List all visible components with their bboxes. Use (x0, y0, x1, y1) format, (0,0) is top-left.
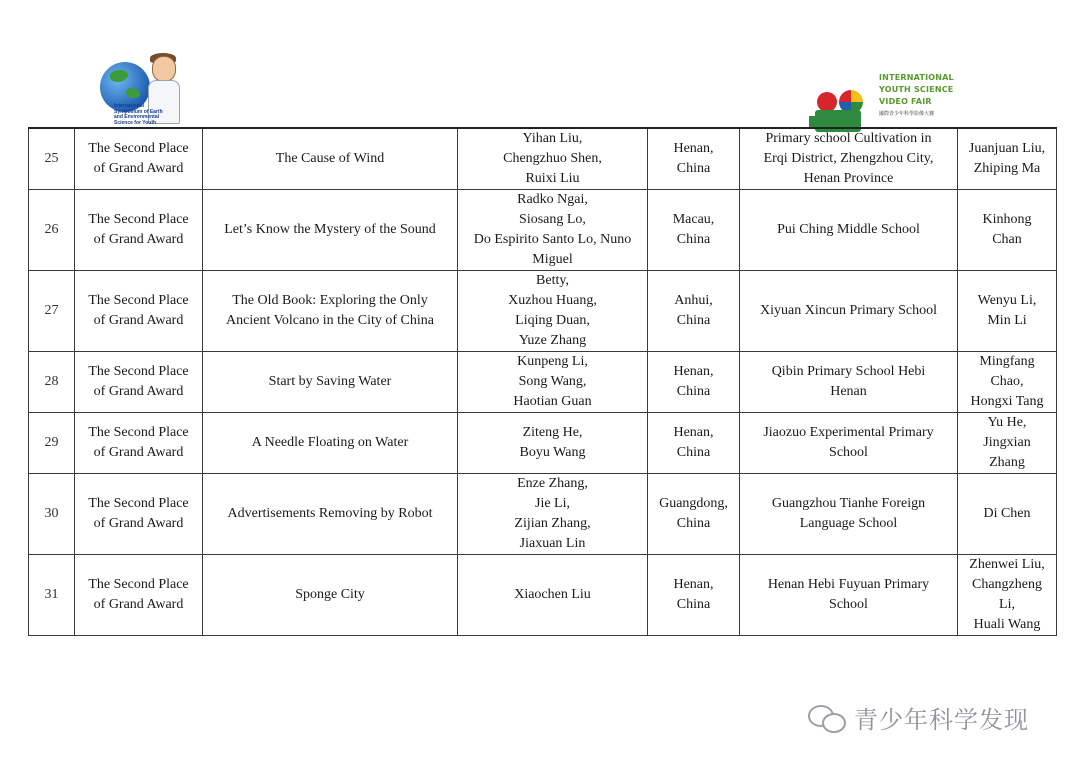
region-cell: Henan, China (648, 352, 740, 413)
logo-title-line: VIDEO FAIR (879, 97, 932, 106)
film-camera-icon (809, 90, 867, 118)
project-title-cell: Sponge City (203, 555, 458, 636)
advisor-cell: Yu He, Jingxian Zhang (958, 413, 1057, 474)
row-number: 28 (29, 352, 75, 413)
awards-table (28, 127, 1057, 636)
students-cell: Enze Zhang, Jie Li, Zijian Zhang, Jiaxuan Lin (458, 474, 648, 555)
school-cell: Xiyuan Xincun Primary School (740, 271, 958, 352)
school-cell: Qibin Primary School Hebi Henan (740, 352, 958, 413)
school-cell: Pui Ching Middle School (740, 190, 958, 271)
symposium-logo (96, 52, 188, 128)
award-cell: The Second Place of Grand Award (75, 352, 203, 413)
table-row (29, 413, 1057, 474)
students-cell: Ziteng He, Boyu Wang (458, 413, 648, 474)
advisor-cell: Wenyu Li, Min Li (958, 271, 1057, 352)
students-cell: Kunpeng Li, Song Wang, Haotian Guan (458, 352, 648, 413)
row-number: 25 (29, 128, 75, 190)
row-number: 27 (29, 271, 75, 352)
chat-bubble-shape (822, 713, 846, 733)
video-fair-logo (807, 66, 967, 124)
region-cell: Anhui, China (648, 271, 740, 352)
logo-title-line: YOUTH SCIENCE (879, 85, 954, 94)
wechat-watermark (808, 697, 1029, 737)
film-reel-shape (817, 92, 837, 112)
project-title-cell: Let’s Know the Mystery of the Sound (203, 190, 458, 271)
row-number: 31 (29, 555, 75, 636)
award-cell: The Second Place of Grand Award (75, 271, 203, 352)
table-row (29, 190, 1057, 271)
advisor-cell: Zhenwei Liu, Changzheng Li, Huali Wang (958, 555, 1057, 636)
symposium-logo-text (114, 104, 184, 126)
project-title-cell: The Cause of Wind (203, 128, 458, 190)
school-cell: Henan Hebi Fuyuan Primary School (740, 555, 958, 636)
project-title-cell: Start by Saving Water (203, 352, 458, 413)
region-cell: Macau, China (648, 190, 740, 271)
students-cell: Yihan Liu, Chengzhuo Shen, Ruixi Liu (458, 128, 648, 190)
advisor-cell: Mingfang Chao, Hongxi Tang (958, 352, 1057, 413)
students-cell: Xiaochen Liu (458, 555, 648, 636)
logo-text-line: Symposium of Earth (114, 108, 163, 115)
school-cell: Jiaozuo Experimental Primary School (740, 413, 958, 474)
region-cell: Henan, China (648, 413, 740, 474)
region-cell: Guangdong, China (648, 474, 740, 555)
logo-text-line: Science for Youth (114, 119, 157, 126)
award-cell: The Second Place of Grand Award (75, 474, 203, 555)
wechat-icon (808, 701, 846, 733)
video-fair-subtitle: 國際青少年科學影像大賽 (879, 111, 935, 117)
advisor-cell: Juanjuan Liu, Zhiping Ma (958, 128, 1057, 190)
table-row (29, 128, 1057, 190)
award-cell: The Second Place of Grand Award (75, 128, 203, 190)
students-cell: Radko Ngai, Siosang Lo, Do Espirito Santo Lo, Nuno Miguel (458, 190, 648, 271)
project-title-cell: A Needle Floating on Water (203, 413, 458, 474)
award-cell: The Second Place of Grand Award (75, 555, 203, 636)
table-row (29, 271, 1057, 352)
advisor-cell: Kinhong Chan (958, 190, 1057, 271)
project-title-cell: Advertisements Removing by Robot (203, 474, 458, 555)
project-title-cell: The Old Book: Exploring the Only Ancient Volcano in the City of China (203, 271, 458, 352)
region-cell: Henan, China (648, 555, 740, 636)
watermark-text: 青少年科学发现 (854, 705, 1029, 734)
logo-text-line: International (114, 103, 145, 109)
row-number: 30 (29, 474, 75, 555)
school-cell: Guangzhou Tianhe Foreign Language School (740, 474, 958, 555)
award-cell: The Second Place of Grand Award (75, 413, 203, 474)
scientist-head-shape (152, 56, 176, 82)
logo-text-line: and Environmental (114, 114, 160, 120)
logo-title-line: INTERNATIONAL (879, 73, 954, 82)
advisor-cell: Di Chen (958, 474, 1057, 555)
globe-land-shape (126, 88, 140, 98)
students-cell: Betty, Xuzhou Huang, Liqing Duan, Yuze Zhang (458, 271, 648, 352)
table-row (29, 474, 1057, 555)
row-number: 29 (29, 413, 75, 474)
award-cell: The Second Place of Grand Award (75, 190, 203, 271)
video-fair-title (879, 72, 969, 108)
awards-table-body (29, 128, 1057, 636)
school-cell: Primary school Cultivation in Erqi District, Zhengzhou City, Henan Province (740, 128, 958, 190)
row-number: 26 (29, 190, 75, 271)
region-cell: Henan, China (648, 128, 740, 190)
table-row (29, 352, 1057, 413)
table-row (29, 555, 1057, 636)
